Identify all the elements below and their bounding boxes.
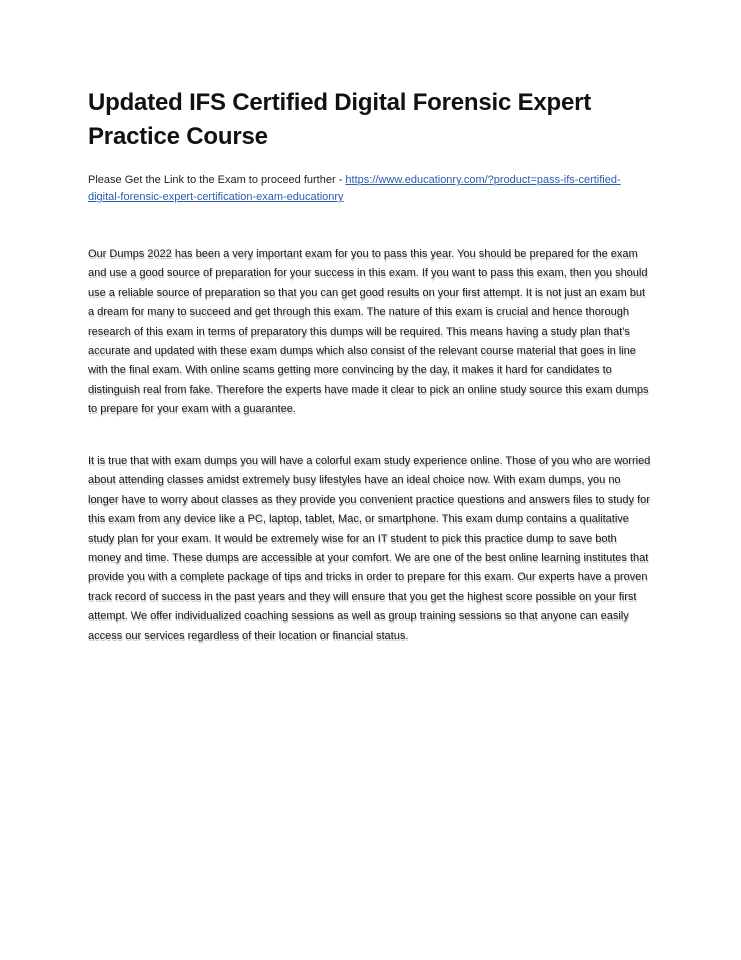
exam-link[interactable]: https://www.educationry.com/?product=pass-ifs-certified-digital-forensic-expert-certification-exam-educationry	[88, 174, 621, 203]
body-paragraph-1: Our Dumps 2022 has been a very important exam for you to pass this year. You should be prepared for the exam and use a good source of preparation for your success in this exam. If you want to pass this exam, then you should use a reliable source of preparation so that you can get good results on your first attempt. It is not just an exam but a dream for many to succeed and get through this exam. The nature of this exam is crucial and hence thorough research of this exam in terms of preparatory this dumps will be required. This means having a study plan that’s accurate and updated with these exam dumps which also consist of the relevant course material that goes in line with the final exam. With online scams getting more convincing by the day, it makes it hard for candidates to distinguish real from fake. Therefore the experts have made it clear to pick an online study source this exam dumps to prepare for your exam with a guarantee.	[88, 248, 649, 416]
intro-line	[88, 172, 648, 206]
page-title: Updated IFS Certified Digital Forensic Expert Practice Course	[88, 89, 592, 150]
intro-text: Please Get the Link to the Exam to proceed further -	[88, 174, 346, 186]
body-paragraph-2: It is true that with exam dumps you will have a colorful exam study experience online. Those of you who are worried about attending classes amidst extremely busy lifestyles have an ideal choice now. With exam dumps, you no longer have to worry about classes as they provide you convenient practice questions and answers files to study for this exam from any device like a PC, laptop, tablet, Mac, or smartphone. This exam dump contains a qualitative study plan for your exam. It would be extremely wise for an IT student to pick this practice dump to save both money and time. These dumps are accessible at your comfort. We are one of the best online learning institutes that provide you with a complete package of tips and tricks in order to prepare for this exam. Our experts have a proven track record of success in the past years and they will ensure that you get the highest score possible on your first attempt. We offer individualized coaching sessions as well as group training sessions so that anyone can easily access our services regardless of their location or financial status.	[88, 455, 651, 642]
